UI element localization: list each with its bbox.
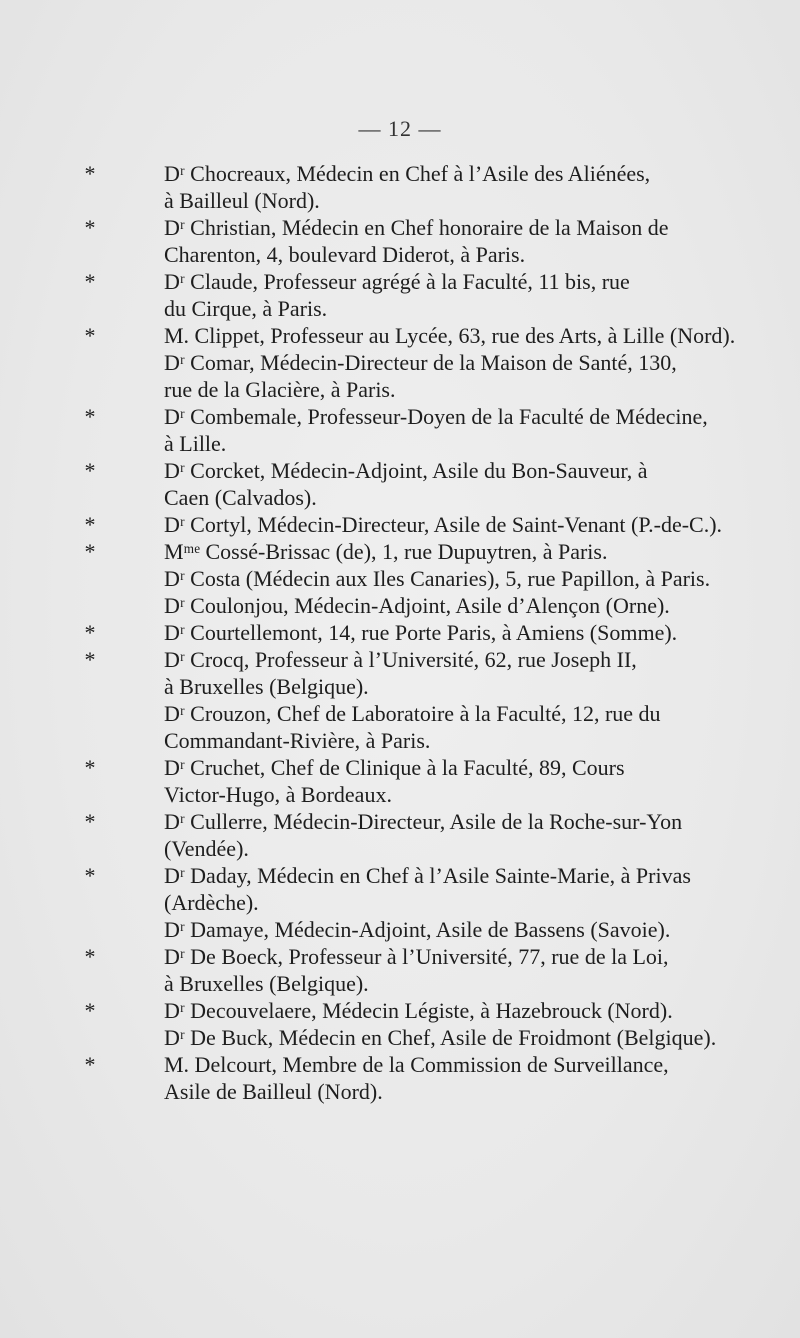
entry-continuation-line: rue de la Glacière, à Paris. xyxy=(164,377,396,402)
founding-member-star: * xyxy=(84,1052,96,1077)
entry-name-line: Dʳ Corcket, Médecin-Adjoint, Asile du Bon-Sauveur, à xyxy=(164,458,648,483)
member-entry xyxy=(82,916,722,943)
founding-member-star: * xyxy=(84,512,96,537)
entry-name-line: M. Clippet, Professeur au Lycée, 63, rue des Arts, à Lille (Nord). xyxy=(164,323,736,348)
entry-continuation-line: (Vendée). xyxy=(164,836,249,861)
founding-member-star: * xyxy=(84,323,96,348)
member-entry xyxy=(82,592,722,619)
founding-member-star: * xyxy=(84,809,96,834)
entry-continuation-line: à Bruxelles (Belgique). xyxy=(164,971,369,996)
member-entry xyxy=(82,538,722,565)
entry-name-line: Dʳ Courtellemont, 14, rue Porte Paris, à Amiens (Somme). xyxy=(164,620,678,645)
founding-member-star: * xyxy=(84,161,96,186)
founding-member-star: * xyxy=(84,215,96,240)
entry-continuation-line: Asile de Bailleul (Nord). xyxy=(164,1079,383,1104)
member-entry xyxy=(82,322,736,349)
entry-continuation-line: à Bailleul (Nord). xyxy=(164,188,320,213)
member-entry xyxy=(82,646,722,700)
entry-name-line: Dʳ Cruchet, Chef de Clinique à la Faculté, 89, Cours xyxy=(164,755,625,780)
member-entry xyxy=(82,349,722,403)
entry-continuation-line: du Cirque, à Paris. xyxy=(164,296,328,321)
entry-name-line: Dʳ Crocq, Professeur à l’Université, 62, rue Joseph II, xyxy=(164,647,637,672)
founding-member-star: * xyxy=(84,647,96,672)
entry-continuation-line: (Ardèche). xyxy=(164,890,259,915)
entry-continuation-line: à Bruxelles (Belgique). xyxy=(164,674,369,699)
member-entry xyxy=(82,997,722,1024)
entry-name-line: Dʳ Christian, Médecin en Chef honoraire de la Maison de xyxy=(164,215,669,240)
founding-member-star: * xyxy=(84,755,96,780)
entry-name-line: M. Delcourt, Membre de la Commission de Surveillance, xyxy=(164,1052,669,1077)
founding-member-star: * xyxy=(84,620,96,645)
entry-name-line: Dʳ Cortyl, Médecin-Directeur, Asile de Saint-Venant (P.-de-C.). xyxy=(164,512,723,537)
founding-member-star: * xyxy=(84,269,96,294)
member-entry xyxy=(82,565,722,592)
entry-name-line: Dʳ Costa (Médecin aux Iles Canaries), 5, rue Papillon, à Paris. xyxy=(164,566,711,591)
entry-name-line: Dʳ Crouzon, Chef de Laboratoire à la Faculté, 12, rue du xyxy=(164,701,661,726)
member-list xyxy=(82,160,736,1105)
member-entry xyxy=(82,808,722,862)
entry-name-line: Dʳ Damaye, Médecin-Adjoint, Asile de Bassens (Savoie). xyxy=(164,917,671,942)
member-entry xyxy=(82,457,722,511)
member-entry xyxy=(82,214,722,268)
founding-member-star: * xyxy=(84,863,96,888)
member-entry xyxy=(82,268,722,322)
page-number: — 12 — xyxy=(358,116,442,141)
entry-name-line: Dʳ Cullerre, Médecin-Directeur, Asile de la Roche-sur-Yon xyxy=(164,809,683,834)
entry-name-line: Dʳ De Boeck, Professeur à l’Université, 77, rue de la Loi, xyxy=(164,944,669,969)
entry-name-line: Dʳ De Buck, Médecin en Chef, Asile de Froidmont (Belgique). xyxy=(164,1025,717,1050)
member-entry xyxy=(82,1024,722,1051)
entry-continuation-line: Victor-Hugo, à Bordeaux. xyxy=(164,782,392,807)
entry-continuation-line: à Lille. xyxy=(164,431,227,456)
entry-name-line: Dʳ Combemale, Professeur-Doyen de la Faculté de Médecine, xyxy=(164,404,708,429)
entry-name-line: Dʳ Claude, Professeur agrégé à la Faculté, 11 bis, rue xyxy=(164,269,630,294)
member-entry xyxy=(82,943,722,997)
entry-name-line: Dʳ Daday, Médecin en Chef à l’Asile Sainte-Marie, à Privas xyxy=(164,863,691,888)
member-entry xyxy=(82,1051,722,1105)
founding-member-star: * xyxy=(84,998,96,1023)
founding-member-star: * xyxy=(84,404,96,429)
entry-name-line: Dʳ Coulonjou, Médecin-Adjoint, Asile d’Alençon (Orne). xyxy=(164,593,670,618)
member-entry xyxy=(82,700,722,754)
entry-continuation-line: Caen (Calvados). xyxy=(164,485,317,510)
entry-name-line: Dʳ Decouvelaere, Médecin Légiste, à Hazebrouck (Nord). xyxy=(164,998,673,1023)
entry-continuation-line: Charenton, 4, boulevard Diderot, à Paris. xyxy=(164,242,526,267)
member-entry xyxy=(82,403,722,457)
entry-name-line: Dʳ Comar, Médecin-Directeur de la Maison de Santé, 130, xyxy=(164,350,677,375)
entry-name-line: Dʳ Chocreaux, Médecin en Chef à l’Asile des Aliénées, xyxy=(164,161,651,186)
founding-member-star: * xyxy=(84,944,96,969)
founding-member-star: * xyxy=(84,539,96,564)
founding-member-star: * xyxy=(84,458,96,483)
member-entry xyxy=(82,754,722,808)
member-entry xyxy=(82,619,722,646)
entry-continuation-line: Commandant-Rivière, à Paris. xyxy=(164,728,431,753)
member-entry xyxy=(82,862,722,916)
member-entry xyxy=(82,511,722,538)
entry-name-line: Mᵐᵉ Cossé-Brissac (de), 1, rue Dupuytren, à Paris. xyxy=(164,539,608,564)
member-entry xyxy=(82,160,722,214)
